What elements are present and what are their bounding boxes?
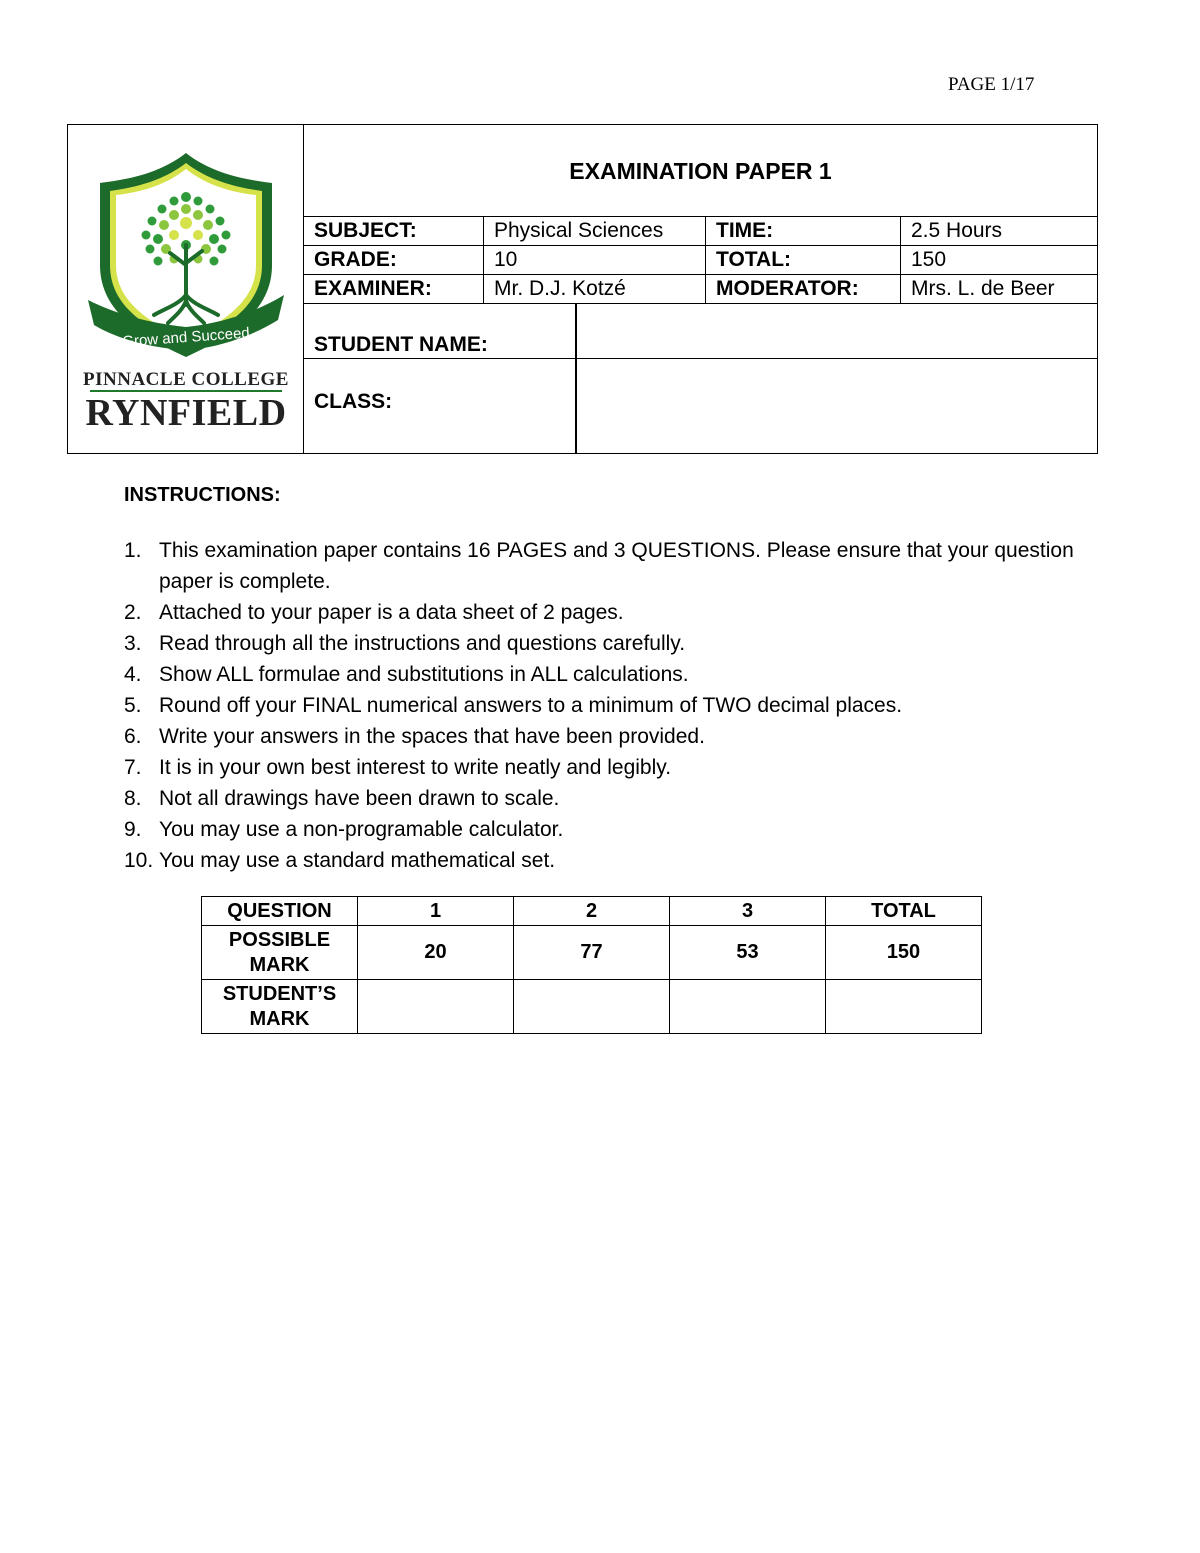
instruction-number: 5. [124, 694, 142, 717]
student-mark-cell[interactable] [826, 980, 982, 1034]
possible-mark-label: POSSIBLE MARK [202, 926, 358, 980]
instruction-item [124, 628, 1074, 659]
instruction-number: 2. [124, 601, 142, 624]
time-label: TIME: [706, 217, 901, 245]
examiner-value: Mr. D.J. Kotzé [484, 275, 706, 303]
instructions-title: INSTRUCTIONS: [124, 484, 281, 506]
instruction-text: Attached to your paper is a data sheet of 2 pages. [159, 601, 624, 624]
student-mark-cell[interactable] [670, 980, 826, 1034]
moderator-label: MODERATOR: [706, 275, 901, 303]
possible-mark-cell: 53 [670, 926, 826, 980]
instruction-item [124, 845, 1074, 876]
grade-value: 10 [484, 246, 706, 274]
info-row-subject [304, 217, 1097, 246]
student-mark-label: STUDENT’S MARK [202, 980, 358, 1034]
moderator-value: Mrs. L. de Beer [911, 277, 1055, 300]
instruction-item [124, 535, 1074, 597]
logo-cell [68, 125, 304, 453]
instruction-item [124, 814, 1074, 845]
instruction-number: 9. [124, 818, 142, 841]
examiner-label: EXAMINER: [304, 275, 484, 303]
instruction-number: 7. [124, 756, 142, 779]
college-name-line2: RYNFIELD [85, 392, 287, 434]
total-label: TOTAL: [706, 246, 901, 274]
class-label: CLASS: [314, 390, 393, 413]
instruction-item [124, 597, 1074, 628]
instruction-number: 8. [124, 787, 142, 810]
instruction-text: You may use a non-programable calculator. [159, 818, 564, 841]
marks-header-row [202, 897, 982, 926]
instruction-text: Round off your FINAL numerical answers to a minimum of TWO decimal places. [159, 694, 903, 717]
subject-label: SUBJECT: [304, 217, 484, 245]
instruction-item [124, 721, 1074, 752]
grade-label: GRADE: [304, 246, 484, 274]
instruction-text: You may use a standard mathematical set. [159, 849, 556, 872]
instruction-number: 4. [124, 663, 142, 686]
instruction-item [124, 783, 1074, 814]
possible-mark-cell: 20 [358, 926, 514, 980]
info-row-grade [304, 246, 1097, 275]
instruction-text: It is in your own best interest to write neatly and legibly. [159, 756, 672, 779]
instruction-number: 1. [124, 539, 142, 562]
instruction-text: Read through all the instructions and questions carefully. [159, 632, 686, 655]
instruction-number: 6. [124, 725, 142, 748]
page-number: PAGE 1/17 [948, 74, 1035, 95]
marks-header-cell: 1 [358, 897, 514, 926]
instruction-text: Not all drawings have been drawn to scale. [159, 787, 560, 810]
student-name-label: STUDENT NAME: [314, 333, 488, 356]
class-field[interactable] [577, 359, 1097, 453]
student-name-field[interactable] [577, 304, 1097, 359]
marks-header-cell: TOTAL [826, 897, 982, 926]
exam-header-table [67, 124, 1098, 454]
college-name-line1: PINNACLE COLLEGE [83, 369, 289, 390]
marks-header-cell: QUESTION [202, 897, 358, 926]
marks-header-cell: 2 [514, 897, 670, 926]
school-crest-logo [78, 145, 294, 360]
marks-table [201, 896, 982, 1034]
possible-mark-row [202, 926, 982, 980]
student-mark-cell[interactable] [358, 980, 514, 1034]
info-row-examiner [304, 275, 1097, 304]
total-value: 150 [911, 248, 947, 271]
instructions-list [124, 535, 1074, 876]
time-value: 2.5 Hours [911, 219, 1003, 242]
possible-mark-cell: 77 [514, 926, 670, 980]
instruction-item [124, 752, 1074, 783]
subject-value: Physical Sciences [484, 217, 706, 245]
possible-mark-cell: 150 [826, 926, 982, 980]
exam-title: EXAMINATION PAPER 1 [304, 125, 1097, 217]
instruction-text: Write your answers in the spaces that have been provided. [159, 725, 705, 748]
instruction-item [124, 659, 1074, 690]
instruction-text: Show ALL formulae and substitutions in ALL calculations. [159, 663, 689, 686]
instruction-number: 10. [124, 849, 154, 872]
instruction-text: This examination paper contains 16 PAGES and 3 QUESTIONS. Please ensure that your question paper is complete. [159, 539, 1074, 593]
marks-header-cell: 3 [670, 897, 826, 926]
instruction-item [124, 690, 1074, 721]
student-mark-cell[interactable] [514, 980, 670, 1034]
instruction-number: 3. [124, 632, 142, 655]
motto-text: Grow and Succeed [121, 324, 251, 351]
student-mark-row [202, 980, 982, 1034]
